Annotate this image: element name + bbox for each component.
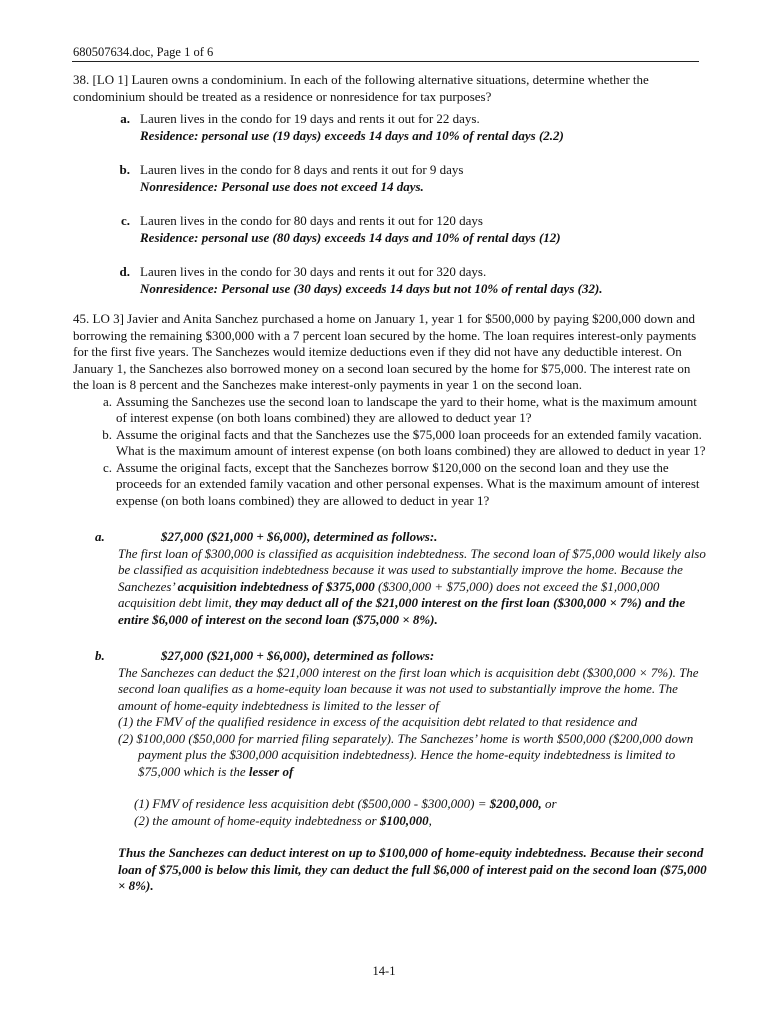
q45-item-b-label: b. xyxy=(102,426,112,442)
answer-b-lesser-of: lesser of xyxy=(248,763,294,779)
answer-b-calc-2-value: $100,000 xyxy=(379,812,429,828)
answer-b-calc-1-tail: or xyxy=(541,796,557,811)
header-divider xyxy=(72,61,699,62)
document-body xyxy=(73,72,708,895)
answer-b-calc-1-value: $200,000, xyxy=(489,796,542,811)
q45-item-c-label: c. xyxy=(102,459,112,475)
q45-item-a-text: Assuming the Sanchezes use the second loan to landscape the yard to their home, what is the maximum amount of interest expense (on both loans combined) they are allowed to deduct year 1? xyxy=(116,393,697,425)
answer-b-conclusion: Thus the Sanchezes can deduct interest on up to $100,000 of home-equity indebtedness. Because their second loan of $75,000 is below this limit, they can deduct the full $6,000 of interest paid on the second loan ($75,000 × 8%). xyxy=(118,845,707,893)
page-number: 14-1 xyxy=(372,964,396,978)
answer-a-bold-2: they may deduct all of the $21,000 interest on the first loan ($300,000 × 7%) and the entire $6,000 of interest on the second loan ($75,000 × 8%). xyxy=(118,595,686,627)
q38-item-b-label: b. xyxy=(119,162,130,177)
q45-item-a xyxy=(73,394,708,427)
q45-item-b xyxy=(73,427,708,460)
q38-item-d-answer: Nonresidence: Personal use (30 days) exceeds 14 days but not 10% of rental days (32). xyxy=(140,280,603,296)
answer-b-calc-2 xyxy=(134,813,708,830)
q38-item-b-situation: Lauren lives in the condo for 8 days and rents it out for 9 days xyxy=(140,162,464,177)
question-38-prompt: 38. [LO 1] Lauren owns a condominium. In each of the following alternative situations, determine whether the condominium should be treated as a residence or nonresidence for tax purposes? xyxy=(73,72,649,104)
q45-item-c-text: Assume the original facts, except that the Sanchezes borrow $120,000 on the second loan and they use the proceeds for an extended family vacation and other personal expenses. What is the maximum amount of interest expense (on both loans combined) they are allowed to deduct in year 1? xyxy=(116,459,700,508)
q38-item-c-label: c. xyxy=(120,213,130,228)
answer-b-limit-2-text: (2) $100,000 ($50,000 for married filing separately). The Sanchezes’ home is worth $500,000 ($200,000 down payment plus the $300,000 acquisition indebtedness). Hence the home-equity indebtedness is limited to $75,000 which is the xyxy=(118,730,694,779)
answer-b-calc-1 xyxy=(134,796,708,813)
answer-b-limit-2 xyxy=(118,731,708,781)
q38-item-c-answer: Residence: personal use (80 days) exceeds 14 days and 10% of rental days (12) xyxy=(140,229,561,245)
answer-a-bold-1: acquisition indebtedness of $375,000 xyxy=(177,578,375,594)
q45-item-b-text: Assume the original facts and that the Sanchezes use the $75,000 loan proceeds for an extended family vacation. What is the maximum amount of interest expense (on both loans combined) they are allowed to deduct in year 1? xyxy=(116,426,706,458)
q38-item-b xyxy=(73,162,708,195)
question-45-prompt: 45. LO 3] Javier and Anita Sanchez purchased a home on January 1, year 1 for $500,000 by paying $200,000 down and borrowing the remaining $300,000 with a 7 percent loan secured by the home. The loan requires interest-only payments for the first five years. The Sanchezes would itemize deductions even if they did not have any deductible interest. On January 1, the Sanchezes also borrowed money on a second loan secured by the home for $75,000. The interest rate on the loan is 8 percent and the Sanchezes make interest-only payments in year 1 on the second loan. xyxy=(73,311,697,392)
answer-a-text-1: The first loan of $300,000 is classified as acquisition indebtedness. The second loan of $75,000 would likely also be classified as acquisition indebtedness because it was used to substantially improve the home. Because the Sanchezes’ xyxy=(118,545,706,594)
page-header: 680507634.doc, Page 1 of 6 xyxy=(73,45,214,59)
answer-b-calc-2-tail: , xyxy=(428,812,432,828)
q38-item-c-situation: Lauren lives in the condo for 80 days and rents it out for 120 days xyxy=(140,213,483,228)
q38-item-c xyxy=(73,213,708,246)
q38-item-b-answer: Nonresidence: Personal use does not exceed 14 days. xyxy=(140,178,424,194)
answer-b-title: $27,000 ($21,000 + $6,000), determined as follows: xyxy=(161,648,435,663)
answer-a-title: $27,000 ($21,000 + $6,000), determined as follows:. xyxy=(161,529,438,544)
answer-a-text-2: ($300,000 + $75,000) does not exceed the $1,000,000 acquisition debt limit, xyxy=(118,578,660,610)
q45-item-c xyxy=(73,460,708,510)
answer-a xyxy=(73,529,708,628)
answer-b-paragraph-1: The Sanchezes can deduct the $21,000 interest on the first loan which is acquisition debt ($300,000 × 7%). The second loan qualifies as a home-equity loan because it was not used to substantially improve the home. The amount of home-equity indebtedness is limited to the lesser of xyxy=(118,664,699,713)
q38-item-a-label: a. xyxy=(120,111,130,126)
answer-b xyxy=(73,648,708,895)
q38-item-d-label: d. xyxy=(119,264,130,279)
q38-item-d xyxy=(73,264,708,297)
answer-b-limit-1: (1) the FMV of the qualified residence in excess of the acquisition debt related to that residence and xyxy=(118,714,638,729)
answer-b-calc-2-text: (2) the amount of home-equity indebtedness or xyxy=(134,812,380,828)
q38-item-a xyxy=(73,111,708,144)
q38-item-a-answer: Residence: personal use (19 days) exceeds 14 days and 10% of rental days (2.2) xyxy=(140,127,564,143)
answer-b-calc-1-text: (1) FMV of residence less acquisition debt ($500,000 - $300,000) = xyxy=(134,796,490,811)
answer-a-label: a. xyxy=(95,529,105,544)
q38-item-d-situation: Lauren lives in the condo for 30 days and rents it out for 320 days. xyxy=(140,264,487,279)
answer-b-label: b. xyxy=(95,648,105,663)
q38-item-a-situation: Lauren lives in the condo for 19 days and rents it out for 22 days. xyxy=(140,111,480,126)
q45-item-a-label: a. xyxy=(102,393,112,409)
answer-a-explanation xyxy=(118,546,708,629)
